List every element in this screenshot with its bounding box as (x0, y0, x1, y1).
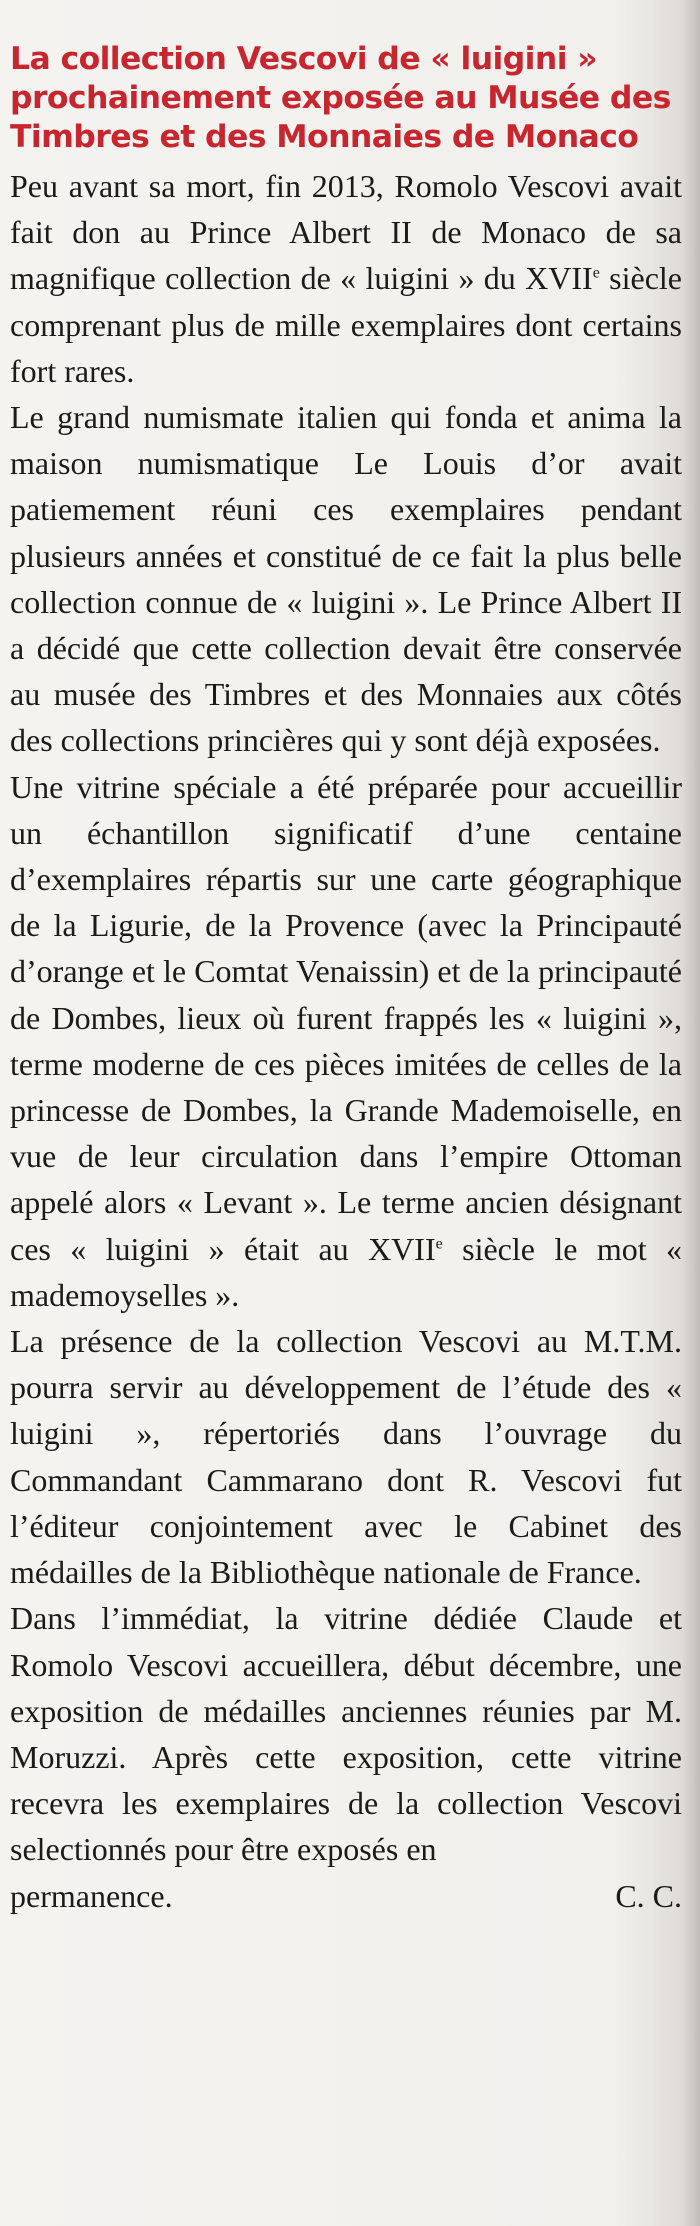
paragraph-3-text-end: siècle le mot « mademoyselles ». (10, 1230, 683, 1313)
article-body (10, 163, 682, 1919)
paragraph-1-text-end: siècle comprenant plus de mille exemplaires dont certains fort rares. (10, 260, 683, 389)
paragraph-3 (10, 764, 682, 1318)
paragraph-4: La présence de la collection Vescovi au M.T.M. pourra servir au développement de l’étude des « luigini », répertoriés dans l’ouvrage du Commandant Cammarano dont R. Vescovi fut l’éditeur conjointement avec le Cabinet des médailles de la Bibliothèque nationale de France. (10, 1323, 682, 1591)
century-superscript: e (435, 1235, 443, 1253)
paragraph-2: Le grand numismate italien qui fonda et anima la maison numismatique Le Louis d’or avait patiemement réuni ces exemplaires pendant plusieurs années et constitué de ce fait la plus belle collection connue de « luigini ». Le Prince Albert II a décidé que cette collection devait être conservée au musée des Timbres et des Monnaies aux côtés des collections princières qui y sont déjà exposées. (10, 399, 682, 759)
page-edge-shadow (682, 0, 700, 2226)
paragraph-5: Dans l’immédiat, la vitrine dédiée Claude et Romolo Vescovi accueillera, début décembre, une exposition de médailles anciennes réunies par M. Moruzzi. Après cette exposition, cette vitrine recevra les exemplaires de la collection Vescovi selectionnés pour être exposés en (10, 1600, 682, 1868)
paragraph-5-last-word: permanence. (10, 1877, 173, 1914)
century-superscript: e (592, 264, 600, 282)
paragraph-3-text: Une vitrine spéciale a été préparée pour accueillir un échantillon significatif d’une centaine d’exemplaires répartis sur une carte géographique de la Ligurie, de la Provence (avec la Principauté d’orange et le Comtat Venaissin) et de la principauté de Dombes, lieux où furent frappés les « luigini », terme moderne de ces pièces imitées de celles de la princesse de Dombes, la Grande Mademoiselle, en vue de leur circulation dans l’empire Ottoman appelé alors « Levant ». Le terme ancien désignant ces « luigini » était au XVII (10, 768, 682, 1267)
article (10, 40, 682, 1919)
signoff-line (10, 1873, 682, 1919)
paragraph-1-text: Peu avant sa mort, fin 2013, Romolo Vescovi avait fait don au Prince Albert II de Monaco de sa magnifique collection de « luigini » du XVII (10, 168, 682, 297)
author-initials: C. C. (615, 1877, 682, 1914)
article-headline: La collection Vescovi de « luigini » prochainement exposée au Musée des Timbres et des Monnaies de Monaco (10, 41, 671, 155)
paragraph-1 (10, 163, 682, 394)
